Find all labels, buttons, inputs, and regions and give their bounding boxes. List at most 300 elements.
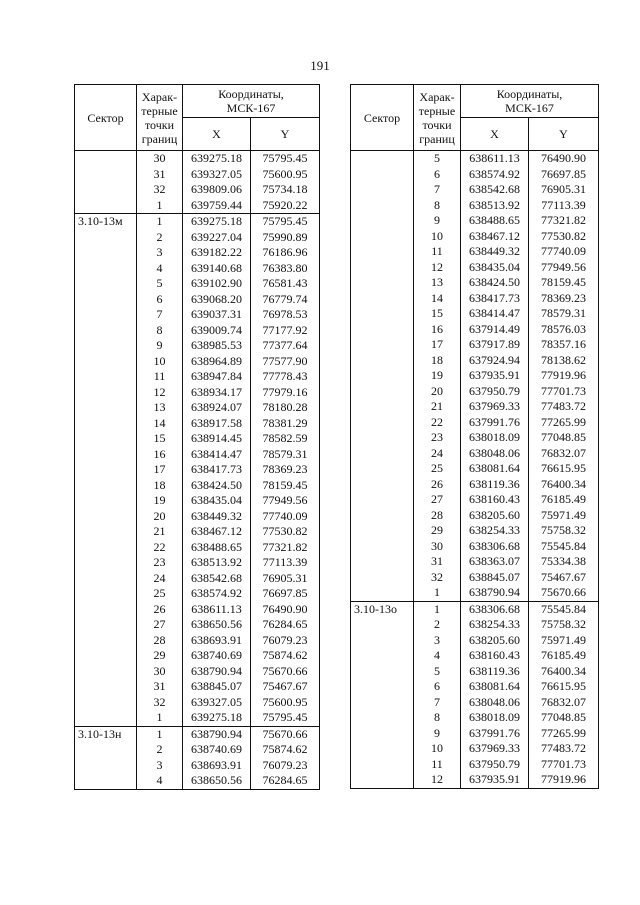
table-row <box>351 229 599 245</box>
point-cell: 17 <box>137 462 183 478</box>
table-row <box>351 633 599 649</box>
point-cell: 14 <box>137 416 183 432</box>
x-cell: 638917.58 <box>183 416 251 432</box>
point-cell: 12 <box>137 385 183 401</box>
sector-cell <box>75 385 137 401</box>
table-row <box>75 354 320 370</box>
header-points-line3: точки <box>144 117 175 132</box>
coordinates-table-left <box>74 84 320 790</box>
point-cell: 4 <box>414 648 461 664</box>
x-cell: 638018.09 <box>461 430 529 446</box>
x-cell: 637917.89 <box>461 337 529 353</box>
sector-cell <box>351 229 414 245</box>
y-cell: 78579.31 <box>529 306 599 322</box>
point-cell: 16 <box>137 447 183 463</box>
y-cell: 76581.43 <box>251 276 320 292</box>
sector-cell <box>351 399 414 415</box>
x-cell: 638650.56 <box>183 617 251 633</box>
point-cell: 9 <box>414 213 461 229</box>
table-row <box>351 353 599 369</box>
point-cell: 25 <box>414 461 461 477</box>
x-cell: 638119.36 <box>461 664 529 680</box>
sector-cell <box>75 617 137 633</box>
x-cell: 638254.33 <box>461 617 529 633</box>
point-cell: 1 <box>414 601 461 617</box>
y-cell: 75874.62 <box>251 648 320 664</box>
point-cell: 25 <box>137 586 183 602</box>
table-header <box>75 85 320 151</box>
y-cell: 76697.85 <box>529 167 599 183</box>
header-y: Y <box>251 118 320 151</box>
y-cell: 77483.72 <box>529 741 599 757</box>
sector-cell <box>75 540 137 556</box>
sector-cell <box>75 742 137 758</box>
sector-cell <box>351 585 414 601</box>
x-cell: 638435.04 <box>461 260 529 276</box>
table-row <box>351 291 599 307</box>
table-row <box>351 244 599 260</box>
table-row <box>75 524 320 540</box>
point-cell: 4 <box>137 261 183 277</box>
point-cell: 22 <box>414 415 461 431</box>
x-cell: 638254.33 <box>461 523 529 539</box>
table-row <box>75 555 320 571</box>
table-row <box>351 306 599 322</box>
y-cell: 76490.90 <box>251 602 320 618</box>
point-cell: 29 <box>414 523 461 539</box>
sector-cell <box>351 368 414 384</box>
sector-cell <box>351 477 414 493</box>
sector-cell <box>351 182 414 198</box>
x-cell: 639140.68 <box>183 261 251 277</box>
point-cell: 19 <box>414 368 461 384</box>
table-body-left <box>75 151 320 790</box>
point-cell: 3 <box>414 633 461 649</box>
y-cell: 75545.84 <box>529 539 599 555</box>
x-cell: 638574.92 <box>461 167 529 183</box>
x-cell: 637991.76 <box>461 726 529 742</box>
point-cell: 32 <box>137 182 183 198</box>
x-cell: 638790.94 <box>183 664 251 680</box>
x-cell: 637935.91 <box>461 772 529 788</box>
table-row <box>75 710 320 726</box>
x-cell: 639809.06 <box>183 182 251 198</box>
table-row <box>351 151 599 167</box>
table-row <box>75 462 320 478</box>
point-cell: 13 <box>137 400 183 416</box>
x-cell: 638740.69 <box>183 742 251 758</box>
point-cell: 30 <box>137 664 183 680</box>
y-cell: 76400.34 <box>529 664 599 680</box>
table-row <box>75 726 320 742</box>
point-cell: 2 <box>137 742 183 758</box>
table-row <box>351 617 599 633</box>
header-coordinates-line1: Координаты, <box>496 87 563 101</box>
y-cell: 76284.65 <box>251 773 320 789</box>
table-row <box>75 385 320 401</box>
table-row <box>75 664 320 680</box>
sector-cell <box>351 772 414 788</box>
table-row <box>75 478 320 494</box>
sector-cell <box>351 306 414 322</box>
sector-cell <box>351 198 414 214</box>
x-cell: 638417.73 <box>183 462 251 478</box>
sector-cell <box>75 230 137 246</box>
sector-cell <box>351 539 414 555</box>
x-cell: 638845.07 <box>183 679 251 695</box>
x-cell: 638467.12 <box>183 524 251 540</box>
x-cell: 638306.68 <box>461 601 529 617</box>
point-cell: 9 <box>414 726 461 742</box>
y-cell: 77740.09 <box>251 509 320 525</box>
point-cell: 18 <box>137 478 183 494</box>
table-row <box>351 213 599 229</box>
sector-cell <box>351 337 414 353</box>
table-row <box>75 540 320 556</box>
sector-cell <box>75 447 137 463</box>
x-cell: 637914.49 <box>461 322 529 338</box>
x-cell: 638160.43 <box>461 492 529 508</box>
x-cell: 638924.07 <box>183 400 251 416</box>
y-cell: 77919.96 <box>529 368 599 384</box>
header-x: X <box>461 118 529 151</box>
sector-cell <box>351 415 414 431</box>
coordinates-table-right <box>350 84 599 789</box>
x-cell: 638740.69 <box>183 648 251 664</box>
y-cell: 77265.99 <box>529 726 599 742</box>
page-number: 191 <box>310 58 330 73</box>
sector-cell <box>351 430 414 446</box>
point-cell: 12 <box>414 772 461 788</box>
header-points-line2: терные <box>418 103 456 118</box>
table-row <box>351 322 599 338</box>
x-cell: 639182.22 <box>183 245 251 261</box>
point-cell: 27 <box>414 492 461 508</box>
table-row <box>351 182 599 198</box>
point-cell: 14 <box>414 291 461 307</box>
table-row <box>351 198 599 214</box>
y-cell: 76978.53 <box>251 307 320 323</box>
y-cell: 77321.82 <box>529 213 599 229</box>
sector-cell <box>351 508 414 524</box>
point-cell: 13 <box>414 275 461 291</box>
point-cell: 22 <box>137 540 183 556</box>
sector-cell <box>75 338 137 354</box>
point-cell: 31 <box>137 167 183 183</box>
y-cell: 77048.85 <box>529 710 599 726</box>
point-cell: 7 <box>414 182 461 198</box>
sector-cell <box>75 167 137 183</box>
y-cell: 78582.59 <box>251 431 320 447</box>
x-cell: 638119.36 <box>461 477 529 493</box>
point-cell: 1 <box>137 710 183 726</box>
sector-cell <box>75 571 137 587</box>
y-cell: 78381.29 <box>251 416 320 432</box>
sector-cell <box>75 710 137 726</box>
table-row <box>75 167 320 183</box>
sector-cell <box>75 307 137 323</box>
header-x: X <box>183 118 251 151</box>
x-cell: 638488.65 <box>183 540 251 556</box>
y-cell: 77919.96 <box>529 772 599 788</box>
y-cell: 77265.99 <box>529 415 599 431</box>
table-row <box>75 151 320 167</box>
sector-cell <box>75 151 137 167</box>
x-cell: 638048.06 <box>461 695 529 711</box>
sector-cell: 3.10-13н <box>75 726 137 742</box>
y-cell: 75670.66 <box>251 726 320 742</box>
x-cell: 638611.13 <box>461 151 529 167</box>
table-row <box>75 307 320 323</box>
header-coordinates <box>461 85 599 118</box>
x-cell: 638985.53 <box>183 338 251 354</box>
y-cell: 75758.32 <box>529 617 599 633</box>
x-cell: 638914.45 <box>183 431 251 447</box>
sector-cell: 3.10-13о <box>351 601 414 617</box>
point-cell: 19 <box>137 493 183 509</box>
table-row <box>75 571 320 587</box>
x-cell: 638048.06 <box>461 446 529 462</box>
y-cell: 75795.45 <box>251 214 320 230</box>
header-coordinates <box>183 85 320 118</box>
point-cell: 29 <box>137 648 183 664</box>
y-cell: 76185.49 <box>529 648 599 664</box>
table-row <box>75 742 320 758</box>
x-cell: 638160.43 <box>461 648 529 664</box>
point-cell: 15 <box>414 306 461 322</box>
sector-cell <box>351 492 414 508</box>
x-cell: 638790.94 <box>461 585 529 601</box>
sector-cell <box>75 462 137 478</box>
sector-cell <box>75 679 137 695</box>
point-cell: 23 <box>137 555 183 571</box>
y-cell: 75734.18 <box>251 182 320 198</box>
point-cell: 8 <box>414 198 461 214</box>
y-cell: 77483.72 <box>529 399 599 415</box>
header-coordinates-line1: Координаты, <box>218 87 284 101</box>
sector-cell <box>351 322 414 338</box>
sector-cell <box>351 679 414 695</box>
sector-cell <box>351 648 414 664</box>
y-cell: 77530.82 <box>529 229 599 245</box>
table-row <box>75 276 320 292</box>
header-points <box>137 85 183 151</box>
sector-cell <box>351 633 414 649</box>
sector-cell <box>75 695 137 711</box>
sector-cell <box>351 695 414 711</box>
sector-cell <box>351 291 414 307</box>
x-cell: 639227.04 <box>183 230 251 246</box>
point-cell: 10 <box>414 741 461 757</box>
sector-cell <box>75 478 137 494</box>
table-row <box>351 726 599 742</box>
sector-cell: 3.10-13м <box>75 214 137 230</box>
table-row <box>75 292 320 308</box>
x-cell: 639068.20 <box>183 292 251 308</box>
header-y: Y <box>529 118 599 151</box>
point-cell: 16 <box>414 322 461 338</box>
sector-cell <box>75 586 137 602</box>
table-row <box>351 384 599 400</box>
table-row <box>351 523 599 539</box>
table-row <box>75 400 320 416</box>
sector-cell <box>351 741 414 757</box>
y-cell: 75990.89 <box>251 230 320 246</box>
point-cell: 26 <box>137 602 183 618</box>
y-cell: 77778.43 <box>251 369 320 385</box>
point-cell: 6 <box>414 167 461 183</box>
sector-cell <box>75 354 137 370</box>
x-cell: 638964.89 <box>183 354 251 370</box>
x-cell: 638650.56 <box>183 773 251 789</box>
sector-cell <box>75 400 137 416</box>
x-cell: 638081.64 <box>461 461 529 477</box>
table-header <box>351 85 599 151</box>
header-coordinates-line2: МСК-167 <box>226 101 276 115</box>
x-cell: 638449.32 <box>461 244 529 260</box>
point-cell: 10 <box>137 354 183 370</box>
point-cell: 6 <box>414 679 461 695</box>
sector-cell <box>351 664 414 680</box>
header-sector: Сектор <box>351 85 414 151</box>
header-points-line1: Харак- <box>419 89 455 104</box>
x-cell: 637991.76 <box>461 415 529 431</box>
x-cell: 638414.47 <box>183 447 251 463</box>
y-cell: 77530.82 <box>251 524 320 540</box>
y-cell: 75670.66 <box>529 585 599 601</box>
table-row <box>351 167 599 183</box>
point-cell: 18 <box>414 353 461 369</box>
sector-cell <box>351 446 414 462</box>
point-cell: 21 <box>414 399 461 415</box>
table-row <box>351 415 599 431</box>
table-row <box>351 679 599 695</box>
y-cell: 76490.90 <box>529 151 599 167</box>
y-cell: 78159.45 <box>251 478 320 494</box>
sector-cell <box>351 523 414 539</box>
sector-cell <box>75 323 137 339</box>
x-cell: 638790.94 <box>183 726 251 742</box>
sector-cell <box>351 244 414 260</box>
table-row <box>75 230 320 246</box>
header-points-line3: точки <box>422 117 452 132</box>
table-row <box>351 492 599 508</box>
table-row <box>351 539 599 555</box>
table-row <box>75 509 320 525</box>
y-cell: 78357.16 <box>529 337 599 353</box>
table-row <box>351 695 599 711</box>
y-cell: 76905.31 <box>529 182 599 198</box>
sector-cell <box>351 726 414 742</box>
point-cell: 28 <box>414 508 461 524</box>
y-cell: 76697.85 <box>251 586 320 602</box>
point-cell: 12 <box>414 260 461 276</box>
x-cell: 638424.50 <box>461 275 529 291</box>
point-cell: 11 <box>414 244 461 260</box>
point-cell: 17 <box>414 337 461 353</box>
sector-cell <box>75 369 137 385</box>
y-cell: 78138.62 <box>529 353 599 369</box>
y-cell: 77377.64 <box>251 338 320 354</box>
x-cell: 637969.33 <box>461 741 529 757</box>
sector-cell <box>351 554 414 570</box>
point-cell: 26 <box>414 477 461 493</box>
point-cell: 28 <box>137 633 183 649</box>
y-cell: 78579.31 <box>251 447 320 463</box>
table-row <box>75 338 320 354</box>
table-row <box>351 508 599 524</box>
y-cell: 76185.49 <box>529 492 599 508</box>
point-cell: 1 <box>414 585 461 601</box>
header-points-line4: границ <box>141 131 178 146</box>
point-cell: 7 <box>414 695 461 711</box>
table-row <box>351 554 599 570</box>
y-cell: 78180.28 <box>251 400 320 416</box>
header-points-line4: границ <box>419 131 455 146</box>
table-row <box>351 275 599 291</box>
header-sector: Сектор <box>75 85 137 151</box>
x-cell: 639275.18 <box>183 214 251 230</box>
y-cell: 78369.23 <box>251 462 320 478</box>
sector-cell <box>75 633 137 649</box>
table-row <box>351 570 599 586</box>
y-cell: 75467.67 <box>251 679 320 695</box>
x-cell: 638934.17 <box>183 385 251 401</box>
table-row <box>75 586 320 602</box>
y-cell: 77113.39 <box>529 198 599 214</box>
y-cell: 77949.56 <box>251 493 320 509</box>
table-row <box>351 648 599 664</box>
x-cell: 638611.13 <box>183 602 251 618</box>
sector-cell <box>75 602 137 618</box>
point-cell: 1 <box>137 726 183 742</box>
x-cell: 638467.12 <box>461 229 529 245</box>
y-cell: 75334.38 <box>529 554 599 570</box>
point-cell: 31 <box>137 679 183 695</box>
x-cell: 638018.09 <box>461 710 529 726</box>
x-cell: 638081.64 <box>461 679 529 695</box>
table-row <box>351 430 599 446</box>
point-cell: 3 <box>137 245 183 261</box>
x-cell: 638205.60 <box>461 633 529 649</box>
y-cell: 78159.45 <box>529 275 599 291</box>
x-cell: 638693.91 <box>183 633 251 649</box>
x-cell: 637950.79 <box>461 384 529 400</box>
point-cell: 10 <box>414 229 461 245</box>
x-cell: 638542.68 <box>461 182 529 198</box>
y-cell: 76905.31 <box>251 571 320 587</box>
table-row <box>75 679 320 695</box>
point-cell: 7 <box>137 307 183 323</box>
sector-cell <box>351 275 414 291</box>
sector-cell <box>75 416 137 432</box>
table-row <box>75 493 320 509</box>
x-cell: 638449.32 <box>183 509 251 525</box>
y-cell: 78576.03 <box>529 322 599 338</box>
table-row <box>75 773 320 789</box>
point-cell: 1 <box>137 198 183 214</box>
header-points <box>414 85 461 151</box>
sector-cell <box>75 198 137 214</box>
x-cell: 637935.91 <box>461 368 529 384</box>
sector-cell <box>75 276 137 292</box>
point-cell: 1 <box>137 214 183 230</box>
x-cell: 638414.47 <box>461 306 529 322</box>
x-cell: 638363.07 <box>461 554 529 570</box>
sector-cell <box>75 292 137 308</box>
sector-cell <box>75 509 137 525</box>
y-cell: 76779.74 <box>251 292 320 308</box>
